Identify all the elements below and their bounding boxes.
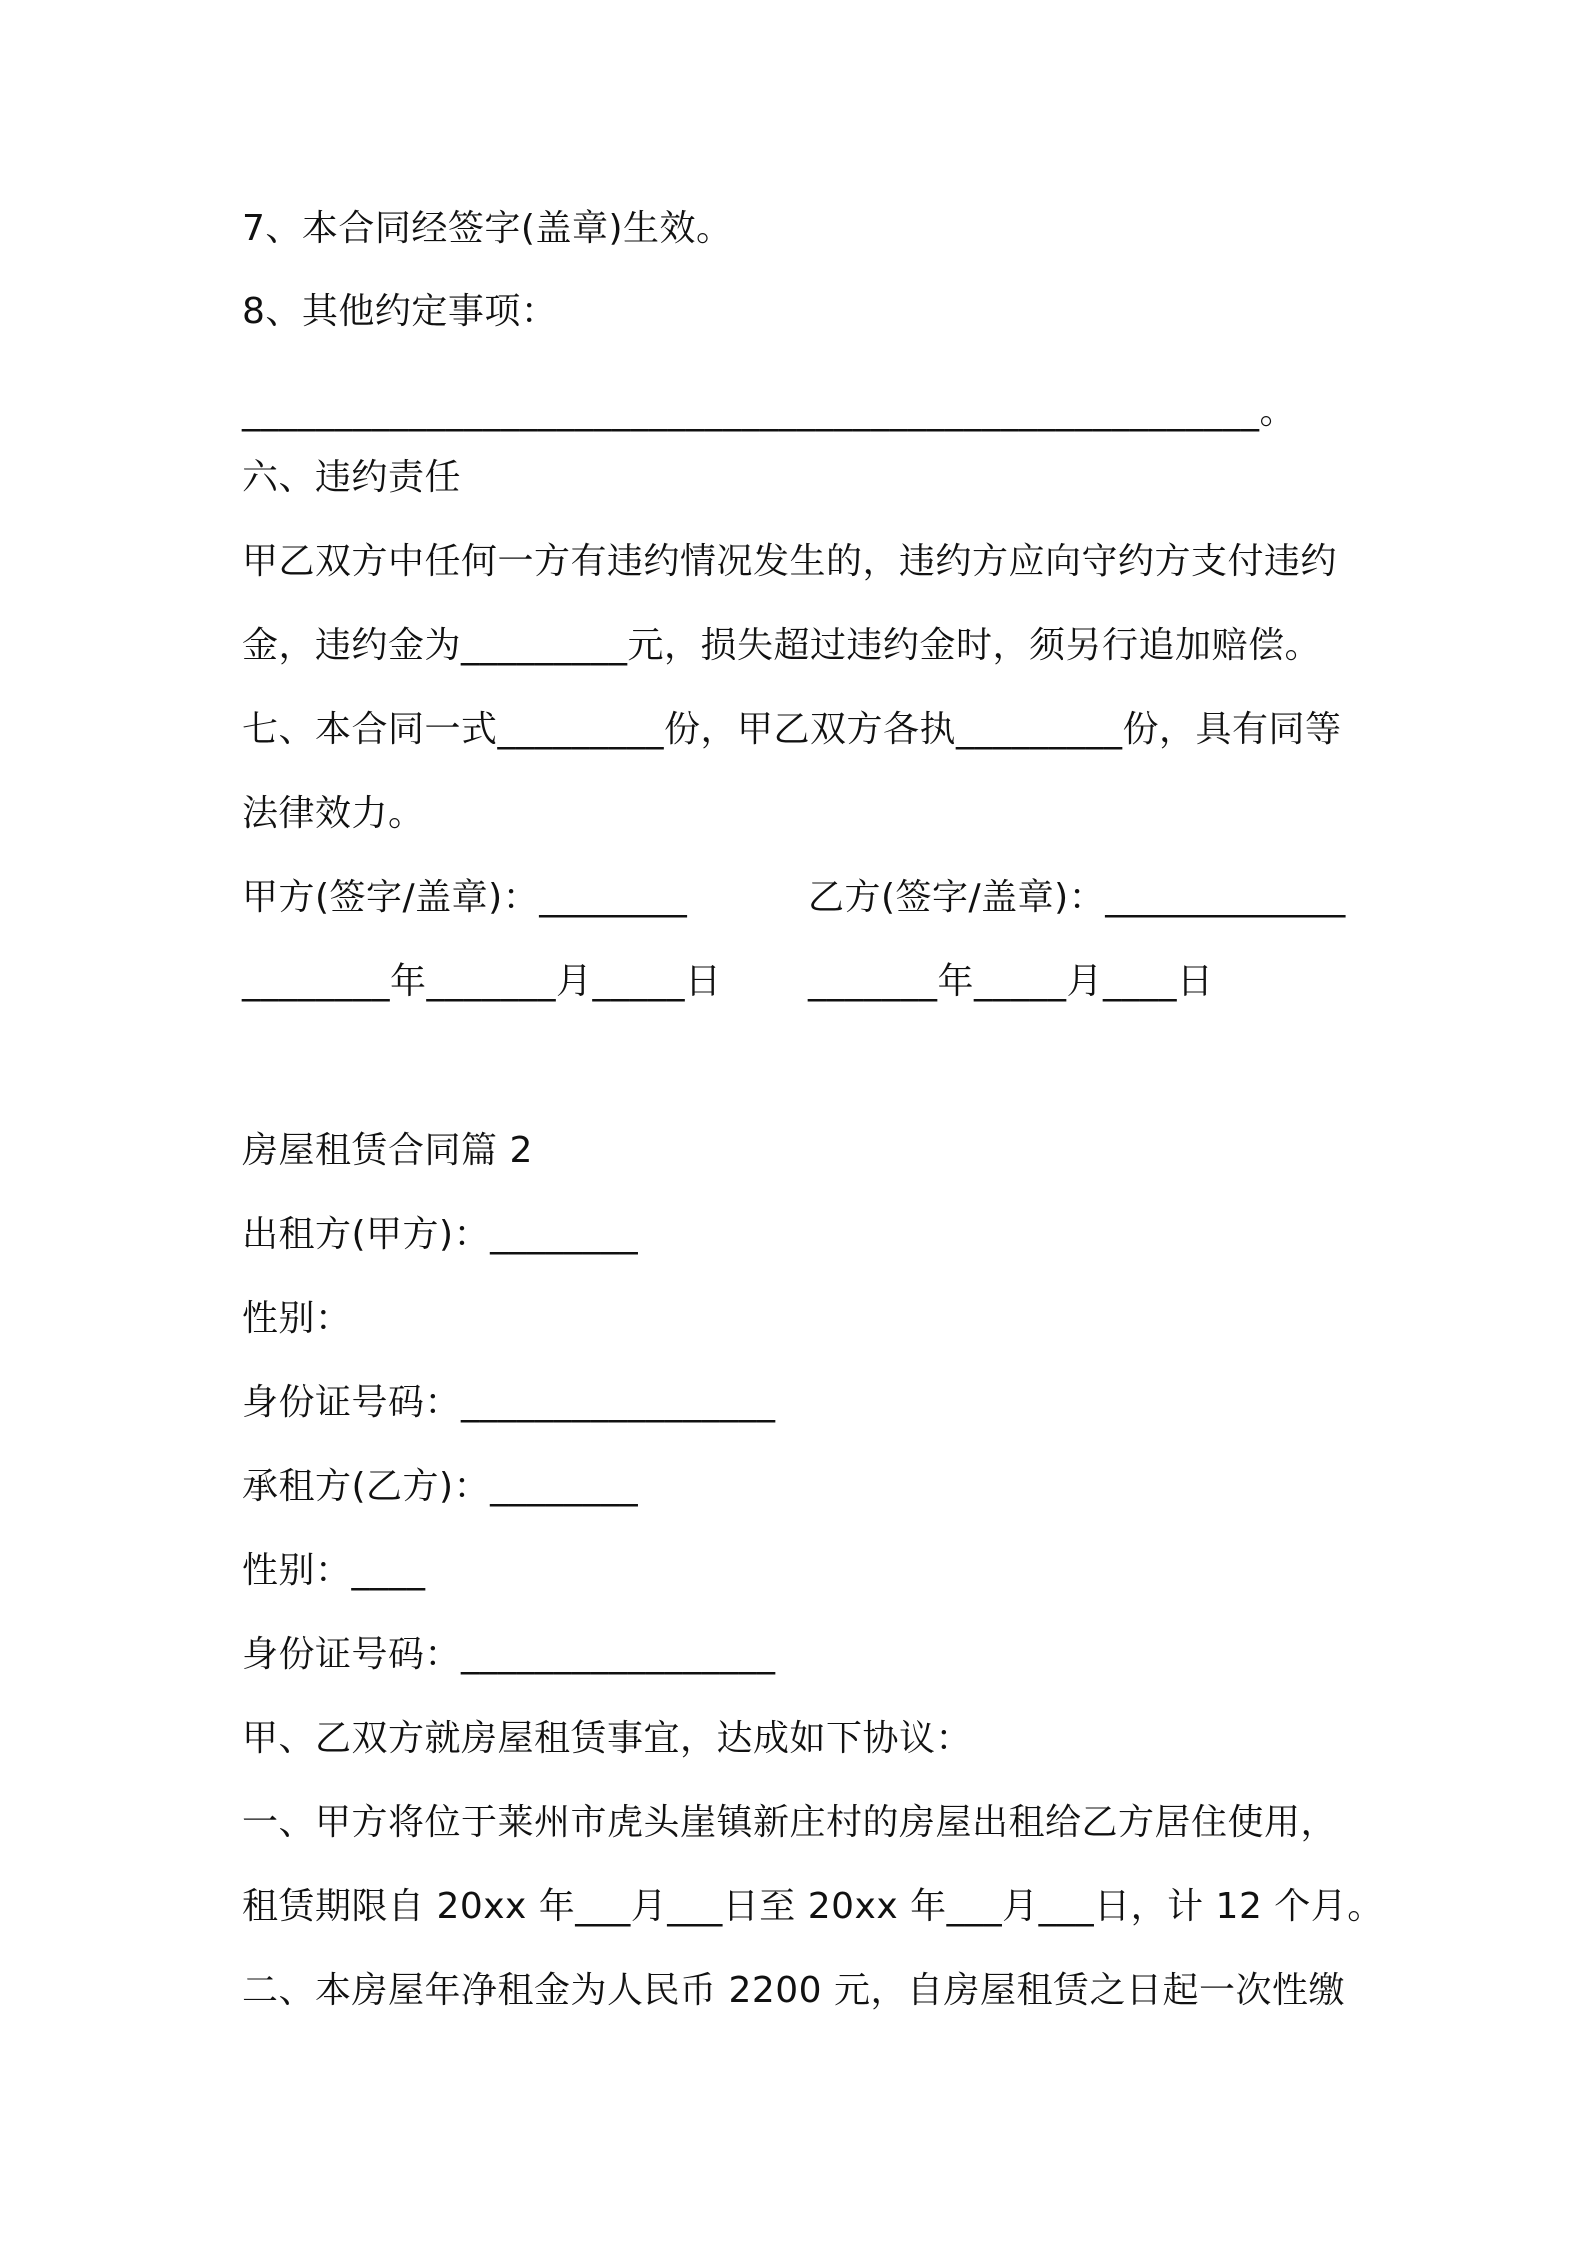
section-7-line-2: 法律效力。 [242, 793, 425, 834]
lessor-gender-field: 性别： [242, 1298, 352, 1339]
lessee-gender-field: 性别：____ [242, 1550, 426, 1591]
party-b-signature: 乙方(签字/盖章)：_____________ [808, 877, 1346, 918]
clause-1-line-1: 一、甲方将位于莱州市虎头崖镇新庄村的房屋出租给乙方居住使用， [242, 1802, 1338, 1843]
contract-2-title: 房屋租赁合同篇 2 [242, 1130, 533, 1171]
breach-paragraph-line-1: 甲乙双方中任何一方有违约情况发生的，违约方应向守约方支付违约 [242, 541, 1338, 582]
blank-line: _______________________________________________________。 [242, 391, 1296, 432]
section-7-line-1: 七、本合同一式_________份，甲乙双方各执_________份，具有同等 [242, 709, 1342, 750]
breach-paragraph-line-2: 金，违约金为_________元，损失超过违约金时，须另行追加赔偿。 [242, 625, 1322, 666]
clause-8: 8、其他约定事项： [242, 291, 558, 332]
clause-2-line-1: 二、本房屋年净租金为人民币 2200 元，自房屋租赁之日起一次性缴 [242, 1970, 1346, 2011]
party-b-date: _______年_____月____日 [808, 961, 1214, 1002]
agreement-intro: 甲、乙双方就房屋租赁事宜，达成如下协议： [242, 1718, 973, 1759]
section-6-heading: 六、违约责任 [242, 457, 462, 498]
clause-7: 7、本合同经签字(盖章)生效。 [242, 208, 733, 249]
lessor-id-field: 身份证号码：_________________ [242, 1382, 776, 1423]
lessee-field: 承租方(乙方)：________ [242, 1466, 639, 1507]
party-a-signature: 甲方(签字/盖章)：________ [242, 877, 688, 918]
party-a-date: ________年_______月_____日 [242, 961, 722, 1002]
clause-1-line-2: 租赁期限自 20xx 年___月___日至 20xx 年___月___日，计 12 个月。 [242, 1886, 1384, 1927]
lessor-field: 出租方(甲方)：________ [242, 1214, 639, 1255]
lessee-id-field: 身份证号码：_________________ [242, 1634, 776, 1675]
